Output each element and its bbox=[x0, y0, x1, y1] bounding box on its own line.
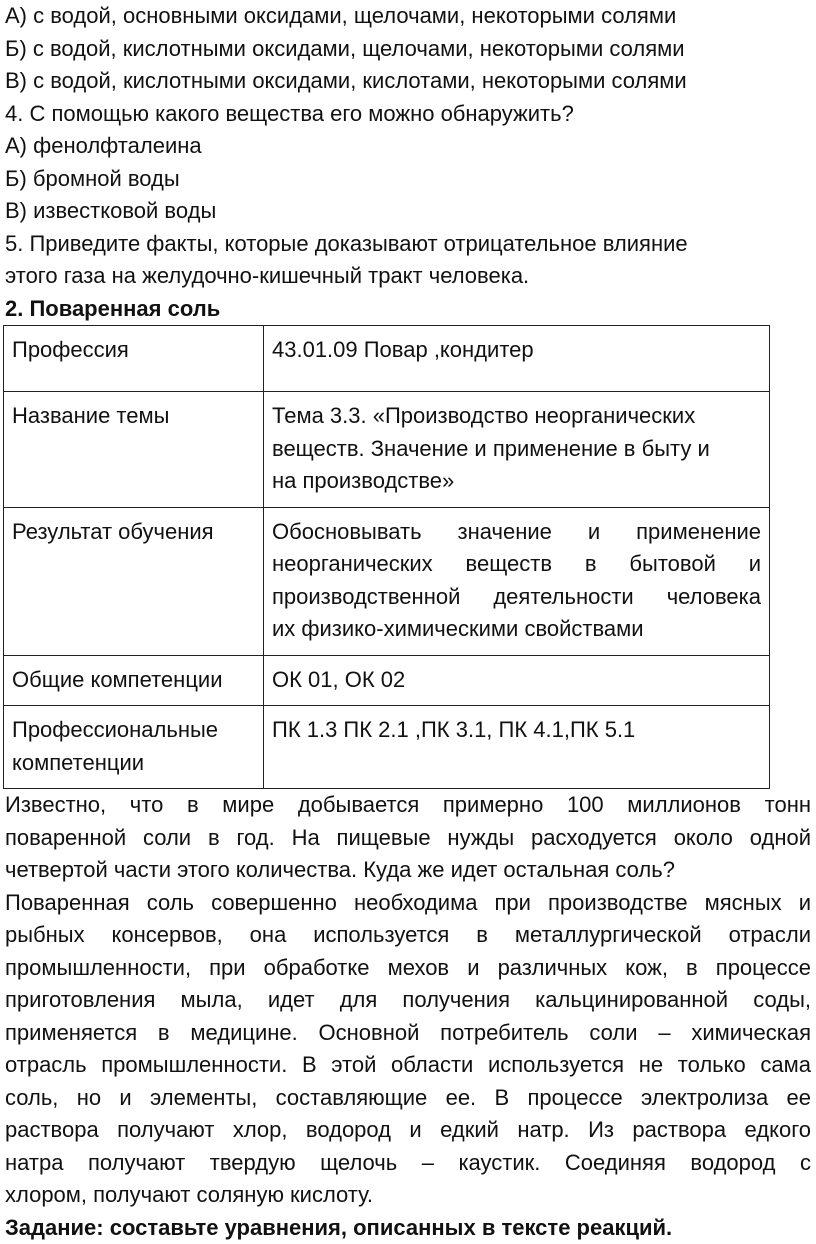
table-value-cell bbox=[264, 326, 770, 392]
table-label-line: компетенции bbox=[12, 747, 255, 780]
table-value-line: Обосновывать значение и применение bbox=[272, 516, 761, 549]
paragraph-1 bbox=[5, 789, 811, 887]
table-value-line: их физико-химическими свойствами bbox=[272, 613, 761, 646]
info-table bbox=[3, 325, 770, 789]
paragraph-line: поваренной соли в год. На пищевые нужды расходуется около одной bbox=[5, 822, 811, 855]
question-4-option-a: А) фенолфталеина bbox=[5, 130, 811, 163]
paragraph-line: отрасль промышленности. В этой области используется не только сама bbox=[5, 1049, 811, 1082]
table-value-line: неорганических веществ в бытовой и bbox=[272, 548, 761, 581]
table-row-professional-competencies bbox=[4, 706, 770, 789]
table-value-line: веществ. Значение и применение в быту и bbox=[272, 433, 761, 466]
paragraph-line: Известно, что в мире добывается примерно 100 миллионов тонн bbox=[5, 789, 811, 822]
question-5-line-2: этого газа на желудочно-кишечный тракт человека. bbox=[5, 260, 811, 293]
table-label: Результат обучения bbox=[12, 519, 214, 544]
table-label-cell bbox=[4, 326, 264, 392]
table-value-cell bbox=[264, 507, 770, 655]
table-value-line: на производстве» bbox=[272, 465, 761, 498]
question-5-line-1: 5. Приведите факты, которые доказывают отрицательное влияние bbox=[5, 228, 811, 261]
table-row-topic bbox=[4, 392, 770, 508]
paragraph-2 bbox=[5, 887, 811, 1212]
paragraph-line: хлором, получают соляную кислоту. bbox=[5, 1179, 811, 1212]
answer-option-a: А) с водой, основными оксидами, щелочами, некоторыми солями bbox=[5, 0, 811, 33]
answer-option-c: В) с водой, кислотными оксидами, кислотами, некоторыми солями bbox=[5, 65, 811, 98]
table-value-cell bbox=[264, 655, 770, 706]
paragraph-line: рыбных консервов, она используется в металлургической отрасли bbox=[5, 919, 811, 952]
table-row-profession bbox=[4, 326, 770, 392]
task-text: Задание: составьте уравнения, описанных в тексте реакций. bbox=[5, 1212, 811, 1244]
question-4-option-b: Б) бромной воды bbox=[5, 163, 811, 196]
table-label: Профессия bbox=[12, 337, 129, 362]
table-value-line: Тема 3.3. «Производство неорганических bbox=[272, 400, 761, 433]
document-page bbox=[5, 0, 811, 1244]
paragraph-line: раствора получают хлор, водород и едкий натр. Из раствора едкого bbox=[5, 1114, 811, 1147]
paragraph-line: промышленности, при обработке мехов и различных кож, в процессе bbox=[5, 952, 811, 985]
table-label-line: Профессиональные bbox=[12, 714, 255, 747]
paragraph-line: Поваренная соль совершенно необходима при производстве мясных и bbox=[5, 887, 811, 920]
paragraph-line: приготовления мыла, идет для получения кальцинированной соды, bbox=[5, 984, 811, 1017]
section-heading: 2. Поваренная соль bbox=[5, 293, 811, 326]
question-4-option-c: В) известковой воды bbox=[5, 195, 811, 228]
table-value: 43.01.09 Повар ,кондитер bbox=[272, 337, 534, 362]
question-4: 4. С помощью какого вещества его можно обнаружить? bbox=[5, 98, 811, 131]
table-value: ОК 01, ОК 02 bbox=[272, 667, 405, 692]
table-label: Название темы bbox=[12, 403, 169, 428]
table-label-cell bbox=[4, 706, 264, 789]
table-label-cell bbox=[4, 507, 264, 655]
table-row-general-competencies bbox=[4, 655, 770, 706]
table-row-learning-result bbox=[4, 507, 770, 655]
table-label-cell bbox=[4, 392, 264, 508]
paragraph-line: натра получают твердую щелочь – каустик. Соединяя водород с bbox=[5, 1147, 811, 1180]
paragraph-line: соль, но и элементы, составляющие ее. В процессе электролиза ее bbox=[5, 1082, 811, 1115]
table-label-cell bbox=[4, 655, 264, 706]
paragraph-line: четвертой части этого количества. Куда же идет остальная соль? bbox=[5, 854, 811, 887]
table-value-cell bbox=[264, 392, 770, 508]
paragraph-line: применяется в медицине. Основной потребитель соли – химическая bbox=[5, 1017, 811, 1050]
table-value-cell bbox=[264, 706, 770, 789]
table-value-line: производственной деятельности человека bbox=[272, 581, 761, 614]
answer-option-b: Б) с водой, кислотными оксидами, щелочами, некоторыми солями bbox=[5, 33, 811, 66]
table-value: ПК 1.3 ПК 2.1 ,ПК 3.1, ПК 4.1,ПК 5.1 bbox=[272, 717, 635, 742]
table-label: Общие компетенции bbox=[12, 667, 223, 692]
